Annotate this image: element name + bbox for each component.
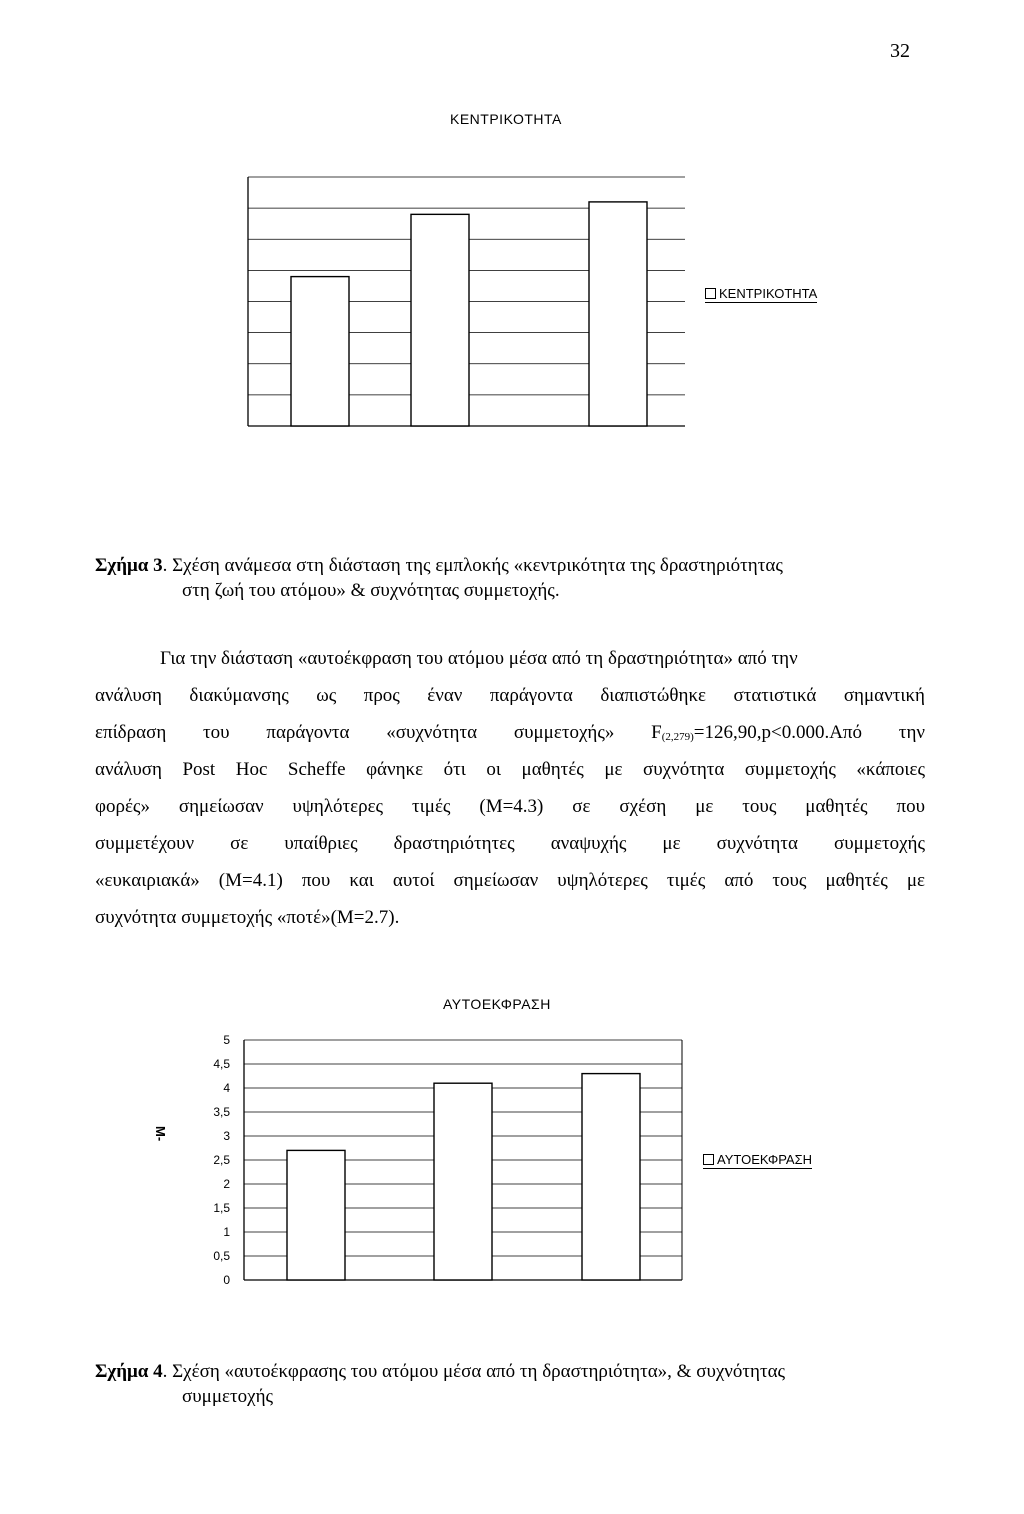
figure4-caption-text1: . Σχέση «αυτοέκφρασης του ατόμου μέσα από τη δραστηριότητα», & συχνότητας bbox=[162, 1361, 786, 1382]
figure4-caption-text2: συμμετοχής bbox=[182, 1386, 274, 1407]
figure4-legend bbox=[703, 1152, 812, 1169]
figure3-caption-label: Σχήμα 3 bbox=[95, 555, 163, 576]
legend-swatch-icon bbox=[703, 1154, 714, 1165]
y-tick-label: 4,5 bbox=[213, 1057, 230, 1071]
figure4-title: ΑΥΤΟΕΚΦΡΑΣΗ bbox=[443, 996, 551, 1012]
y-tick-label: 0,5 bbox=[213, 1249, 230, 1263]
figure3-caption-text2: στη ζωή του ατόμου» & συχνότητας συμμετοχής. bbox=[182, 580, 560, 601]
y-tick-label: 2 bbox=[223, 1177, 230, 1191]
figure4-chart bbox=[190, 1030, 700, 1285]
figure3-caption-text1: . Σχέση ανάμεσα στη διάσταση της εμπλοκής «κεντρικότητα της δραστηριότητας bbox=[162, 555, 783, 576]
bar-1 bbox=[287, 1150, 345, 1280]
f-statistic-df: (2,279) bbox=[661, 731, 694, 743]
figure3-caption bbox=[95, 553, 935, 603]
y-tick-label: 1 bbox=[223, 1225, 230, 1239]
bar-2 bbox=[434, 1083, 492, 1280]
page-number: 32 bbox=[890, 40, 910, 62]
paragraph-line-7: «ευκαιριακά» (Μ=4.1) που και αυτοί σημείωσαν υψηλότερες τιμές από τους μαθητές με bbox=[95, 870, 925, 891]
y-tick-label: 2,5 bbox=[213, 1153, 230, 1167]
figure3-legend-label: ΚΕΝΤΡΙΚΟΤΗΤΑ bbox=[719, 286, 818, 301]
y-tick-label: 0 bbox=[223, 1273, 230, 1285]
legend-swatch-icon bbox=[705, 288, 716, 299]
y-tick-label: 3,5 bbox=[213, 1105, 230, 1119]
paragraph-line-3-a: επίδραση του παράγοντα «συχνότητα συμμετοχής» F bbox=[95, 722, 662, 743]
bar-1 bbox=[291, 277, 349, 426]
y-tick-label: 1,5 bbox=[213, 1201, 230, 1215]
y-tick-label: 3 bbox=[223, 1129, 230, 1143]
paragraph-line-3-b: =126,90,p<0.000.Από την bbox=[693, 722, 925, 743]
paragraph-line-3 bbox=[95, 714, 925, 751]
body-paragraph bbox=[95, 640, 925, 936]
bar-2 bbox=[411, 214, 469, 426]
figure3-legend bbox=[705, 286, 817, 303]
figure4-legend-label: ΑΥΤΟΕΚΦΡΑΣΗ bbox=[717, 1152, 812, 1167]
figure3-chart bbox=[240, 155, 700, 435]
y-tick-label: 4 bbox=[223, 1081, 230, 1095]
paragraph-line-8: συχνότητα συμμετοχής «ποτέ»(Μ=2.7). bbox=[95, 907, 400, 928]
figure3-title: ΚΕΝΤΡΙΚΟΤΗΤΑ bbox=[450, 111, 562, 127]
figure4-caption-label: Σχήμα 4 bbox=[95, 1361, 163, 1382]
figure4-y-axis-label: Μ- bbox=[153, 1126, 168, 1142]
figure4-caption bbox=[95, 1359, 935, 1409]
paragraph-line-2: ανάλυση διακύμανσης ως προς έναν παράγοντα διαπιστώθηκε στατιστικά σημαντική bbox=[95, 685, 925, 706]
bar-3 bbox=[589, 202, 647, 426]
paragraph-line-4: ανάλυση Post Hoc Scheffe φάνηκε ότι οι μαθητές με συχνότητα συμμετοχής «κάποιες bbox=[95, 759, 925, 780]
paragraph-line-5: φορές» σημείωσαν υψηλότερες τιμές (Μ=4.3) σε σχέση με τους μαθητές που bbox=[95, 796, 925, 817]
paragraph-line-6: συμμετέχουν σε υπαίθριες δραστηριότητες αναψυχής με συχνότητα συμμετοχής bbox=[95, 833, 925, 854]
paragraph-line-1: Για την διάσταση «αυτοέκφραση του ατόμου μέσα από τη δραστηριότητα» από την bbox=[160, 648, 798, 669]
y-tick-label: 5 bbox=[223, 1033, 230, 1047]
bar-3 bbox=[582, 1074, 640, 1280]
